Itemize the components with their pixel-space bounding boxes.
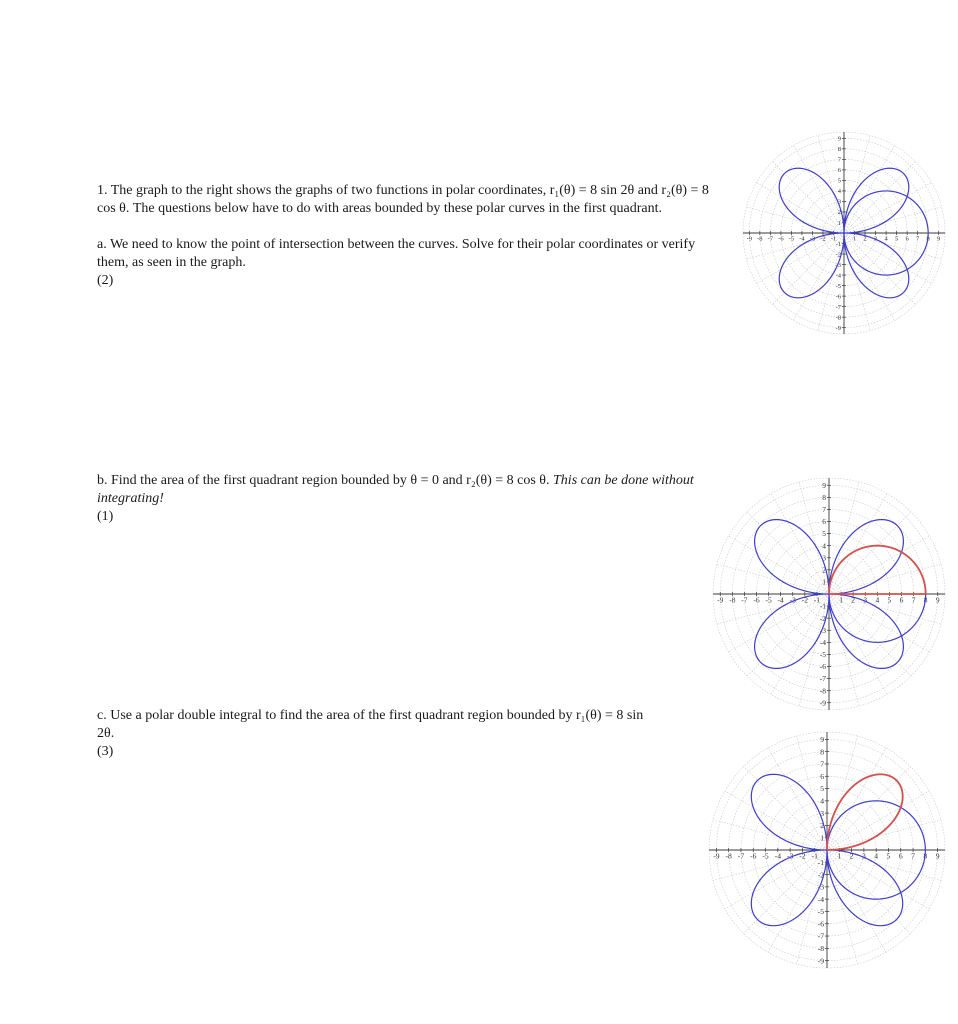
y-tick-label: -3 xyxy=(817,882,824,892)
x-tick-label: -5 xyxy=(788,235,795,243)
y-tick-label: 9 xyxy=(822,480,826,490)
y-tick-label: 8 xyxy=(822,492,826,502)
x-tick-label: -1 xyxy=(811,851,818,861)
x-tick-label: -4 xyxy=(774,851,782,861)
y-tick-label: 3 xyxy=(837,198,841,206)
x-tick-label: -6 xyxy=(753,595,760,605)
x-tick-label: 7 xyxy=(916,235,920,243)
y-tick-label: 1 xyxy=(820,833,824,843)
y-tick-label: 4 xyxy=(820,796,824,806)
y-tick-label: 5 xyxy=(822,529,826,539)
y-tick-label: 7 xyxy=(820,759,824,769)
grid-ray xyxy=(713,819,827,850)
y-tick-label: -6 xyxy=(819,662,826,672)
grid-ray xyxy=(844,146,895,233)
part-a-text: a. We need to know the point of intersection between the curves. Solve for their polar coordinates or verify them, as seen in the graph. xyxy=(97,237,696,270)
grid-ray xyxy=(827,767,910,850)
x-tick-label: 7 xyxy=(911,851,915,861)
y-tick-label: -4 xyxy=(819,637,826,647)
y-tick-label: -5 xyxy=(835,282,841,290)
grid-ray xyxy=(747,512,829,594)
grid-ray xyxy=(729,536,829,594)
grid-ray xyxy=(771,494,829,594)
x-tick-label: -9 xyxy=(713,851,720,861)
grid-ray xyxy=(844,162,915,233)
grid-ray xyxy=(768,748,827,850)
y-tick-label: -9 xyxy=(817,956,824,966)
grid-ray xyxy=(844,233,870,331)
grid-ray xyxy=(844,207,942,233)
y-tick-label: -1 xyxy=(817,857,824,867)
y-tick-label: -4 xyxy=(835,272,841,280)
y-tick-label: 5 xyxy=(820,784,824,794)
x-tick-label: 9 xyxy=(935,851,940,861)
y-tick-label: -6 xyxy=(817,919,824,929)
x-tick-label: 2 xyxy=(863,235,867,243)
x-tick-label: 3 xyxy=(863,595,868,605)
y-tick-label: 5 xyxy=(837,177,841,185)
y-tick-label: -6 xyxy=(835,293,841,301)
part-c-text: c. Use a polar double integral to find the area of the first quadrant region bounded by r₁(θ) = 8 sin 2θ. xyxy=(97,708,644,741)
x-tick-label: -6 xyxy=(750,851,757,861)
y-tick-label: -9 xyxy=(819,698,826,708)
y-tick-label: -3 xyxy=(835,261,841,269)
x-tick-label: -8 xyxy=(757,235,763,243)
part-a-points: (2) xyxy=(97,273,114,288)
x-tick-label: -2 xyxy=(820,235,826,243)
y-tick-label: 7 xyxy=(837,156,841,164)
grid-ray xyxy=(844,233,895,320)
y-tick-label: -7 xyxy=(835,303,841,311)
polar-graph-circle-region xyxy=(701,466,957,722)
x-tick-label: 5 xyxy=(886,851,891,861)
y-tick-label: -5 xyxy=(819,650,826,660)
x-tick-label: 5 xyxy=(887,595,892,605)
grid-ray xyxy=(844,233,915,304)
y-tick-label: 1 xyxy=(822,577,826,587)
y-tick-label: -3 xyxy=(819,625,826,635)
x-tick-label: 5 xyxy=(894,235,899,243)
y-tick-label: 2 xyxy=(820,821,824,831)
part-c-points: (3) xyxy=(97,744,114,759)
y-tick-label: -8 xyxy=(817,944,824,954)
y-tick-label: -7 xyxy=(819,674,826,684)
grid-ray xyxy=(794,146,845,233)
y-tick-label: 8 xyxy=(837,146,841,154)
x-tick-label: 1 xyxy=(839,595,843,605)
y-tick-label: -8 xyxy=(835,314,841,322)
y-tick-label: 8 xyxy=(820,747,824,757)
x-tick-label: 9 xyxy=(937,235,941,243)
grid-ray xyxy=(829,494,887,594)
x-tick-label: 3 xyxy=(861,851,866,861)
y-tick-label: 4 xyxy=(837,188,841,196)
x-tick-label: -3 xyxy=(786,851,794,861)
x-tick-label: -1 xyxy=(830,235,837,243)
grid-ray xyxy=(827,850,886,952)
x-tick-label: 8 xyxy=(926,235,930,243)
x-tick-label: 2 xyxy=(849,851,854,861)
grid-ray xyxy=(744,850,827,933)
x-tick-label: 8 xyxy=(923,595,928,605)
x-tick-label: -9 xyxy=(717,595,724,605)
part-b-hint: This can be done without integrating! xyxy=(97,473,694,506)
x-tick-label: -6 xyxy=(778,235,784,243)
y-tick-label: 4 xyxy=(822,541,826,551)
x-tick-label: 6 xyxy=(905,235,909,243)
x-tick-label: -7 xyxy=(737,851,745,861)
x-tick-label: -9 xyxy=(746,235,753,243)
y-tick-label: 2 xyxy=(822,565,826,575)
x-tick-label: -5 xyxy=(765,595,772,605)
y-tick-label: -4 xyxy=(817,894,824,904)
y-tick-label: 6 xyxy=(822,517,826,527)
grid-ray xyxy=(829,594,911,676)
x-tick-label: -5 xyxy=(762,851,769,861)
y-tick-label: 6 xyxy=(820,771,824,781)
question-intro-block xyxy=(97,182,722,290)
y-tick-label: 6 xyxy=(837,167,841,175)
y-tick-label: -7 xyxy=(817,931,824,941)
x-tick-label: -7 xyxy=(767,235,774,243)
y-tick-label: 3 xyxy=(822,553,826,563)
x-tick-label: 1 xyxy=(837,851,842,861)
polar-graph-petal-region xyxy=(697,720,957,980)
grid-ray xyxy=(773,162,844,233)
x-tick-label: 3 xyxy=(873,235,878,243)
x-tick-label: 4 xyxy=(884,235,888,243)
y-tick-label: -1 xyxy=(835,240,841,248)
part-b-points: (1) xyxy=(97,509,114,524)
x-tick-label: -7 xyxy=(741,595,748,605)
x-tick-label: 9 xyxy=(935,595,940,605)
x-tick-label: -8 xyxy=(729,595,736,605)
x-tick-label: 4 xyxy=(875,595,880,605)
y-tick-label: -5 xyxy=(817,907,824,917)
y-tick-label: -1 xyxy=(819,601,826,611)
grid-ray xyxy=(757,183,844,234)
x-tick-label: 6 xyxy=(898,851,903,861)
x-tick-label: 8 xyxy=(923,851,928,861)
x-tick-label: -4 xyxy=(799,235,805,243)
x-tick-label: 7 xyxy=(911,595,916,605)
x-tick-label: -2 xyxy=(799,851,806,861)
grid-ray xyxy=(829,512,911,594)
grid-ray xyxy=(829,482,859,594)
grid-ray xyxy=(827,850,910,933)
y-tick-label: -2 xyxy=(819,613,826,623)
part-b xyxy=(97,472,697,526)
y-tick-label: 3 xyxy=(820,808,824,818)
x-tick-label: -3 xyxy=(789,595,796,605)
part-c xyxy=(97,707,657,761)
x-tick-label: -8 xyxy=(725,851,732,861)
grid-ray xyxy=(725,791,827,850)
part-a xyxy=(97,236,722,290)
polar-graph-intersection xyxy=(731,120,957,346)
highlight-r2-quarter xyxy=(829,546,926,594)
grid-ray xyxy=(829,594,887,694)
x-tick-label: 1 xyxy=(852,235,857,243)
y-tick-label: 2 xyxy=(837,209,841,217)
part-b-text: b. Find the area of the first quadrant region bounded by θ = 0 and r₂(θ) = 8 cos θ. xyxy=(97,473,550,488)
grid-ray xyxy=(773,233,844,304)
x-tick-label: -3 xyxy=(809,235,816,243)
y-tick-label: -9 xyxy=(835,324,841,332)
x-tick-label: 2 xyxy=(851,595,856,605)
x-tick-label: 4 xyxy=(874,851,879,861)
grid-ray xyxy=(744,767,827,850)
y-tick-label: -2 xyxy=(835,251,841,259)
grid-ray xyxy=(747,594,829,676)
y-tick-label: 9 xyxy=(837,135,841,143)
x-tick-label: -2 xyxy=(801,595,808,605)
y-tick-label: 9 xyxy=(820,735,824,745)
grid-ray xyxy=(829,536,929,594)
y-tick-label: -8 xyxy=(819,686,826,696)
y-tick-label: -2 xyxy=(817,870,824,880)
y-tick-label: 1 xyxy=(837,219,841,227)
y-tick-label: 7 xyxy=(822,505,826,515)
question-intro: 1. The graph to the right shows the graphs of two functions in polar coordinates, r₁(θ) = 8 sin 2θ and r₂(θ) = 8 cos θ. The questions below have to do with areas bounded by these polar curves in the first quadrant. xyxy=(97,183,709,216)
grid-ray xyxy=(844,183,931,234)
x-tick-label: -1 xyxy=(813,595,821,605)
x-tick-label: -4 xyxy=(777,595,784,605)
x-tick-label: 6 xyxy=(899,595,904,605)
